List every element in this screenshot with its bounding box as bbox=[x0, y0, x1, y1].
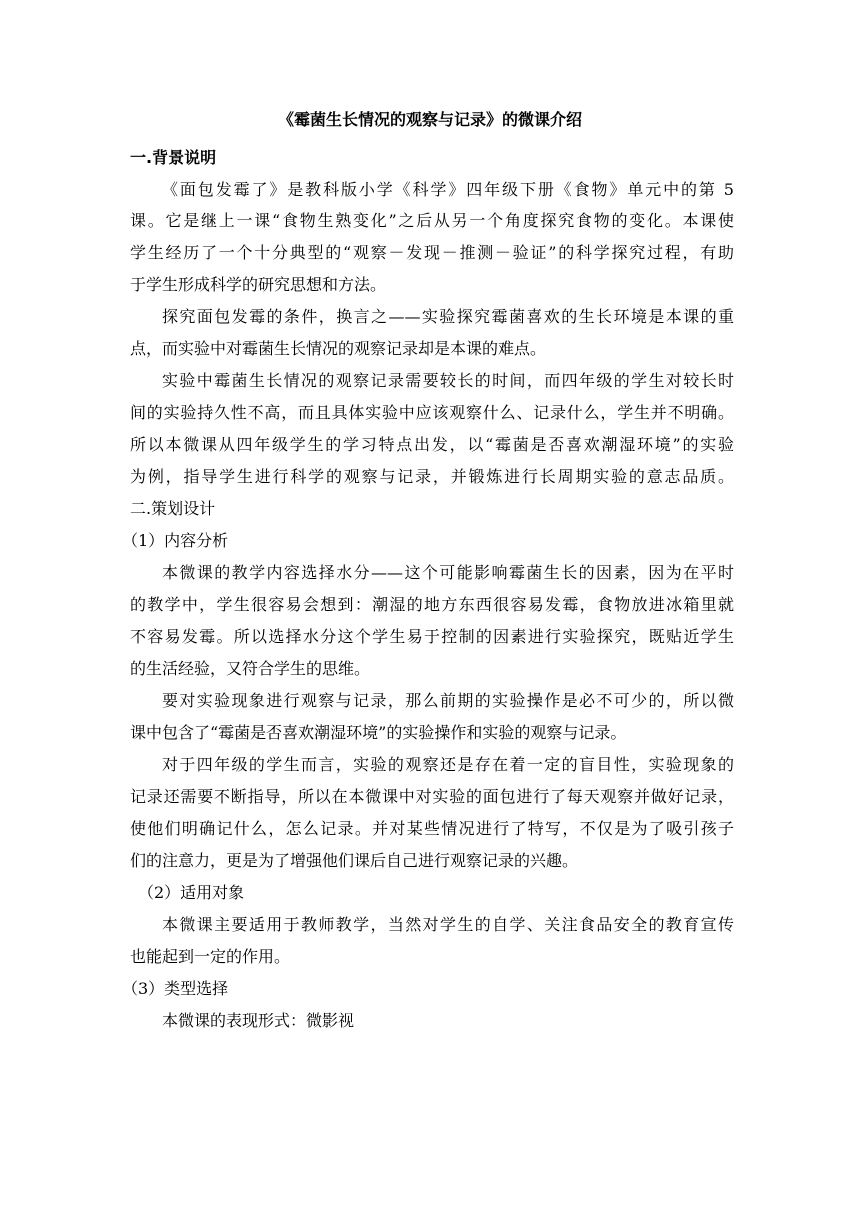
paragraph-line: 为例，指导学生进行科学的观察与记录，并锻炼进行长周期实验的意志品质。 bbox=[130, 467, 734, 486]
paragraph-line: 《面包发霉了》是教科版小学《科学》四年级下册《食物》单元中的第 5 bbox=[162, 180, 734, 199]
paragraph-line: 的教学中，学生很容易会想到：潮湿的地方东西很容易发霉，食物放进冰箱里就 bbox=[130, 595, 734, 614]
paragraph-line: 探究面包发霉的条件，换言之——实验探究霉菌喜欢的生长环境是本课的重 bbox=[162, 307, 734, 326]
paragraph-line: 间的实验持久性不高，而且具体实验中应该观察什么、记录什么，学生并不明确。 bbox=[130, 403, 734, 422]
subsection-heading-target-audience: （2）适用对象 bbox=[138, 883, 245, 902]
paragraph-line: 的生活经验，又符合学生的思维。 bbox=[130, 659, 371, 678]
paragraph-line: 也能起到一定的作用。 bbox=[130, 947, 291, 966]
paragraph-line: 们的注意力，更是为了增强他们课后自己进行观察记录的兴趣。 bbox=[130, 851, 579, 870]
paragraph-line: 对于四年级的学生而言，实验的观察还是存在着一定的盲目性，实验现象的 bbox=[162, 755, 734, 774]
paragraph-line: 点，而实验中对霉菌生长情况的观察记录却是本课的难点。 bbox=[130, 339, 547, 358]
section-heading-background: 一.背景说明 bbox=[130, 148, 217, 167]
paragraph-line: 所以本微课从四年级学生的学习特点出发，以“霉菌是否喜欢潮湿环境”的实验 bbox=[130, 435, 734, 454]
paragraph-line: 于学生形成科学的研究思想和方法。 bbox=[130, 275, 387, 294]
paragraph-line: 本微课主要适用于教师教学，当然对学生的自学、关注食品安全的教育宣传 bbox=[162, 915, 734, 934]
paragraph-line: 本微课的教学内容选择水分——这个可能影响霉菌生长的因素，因为在平时 bbox=[162, 563, 734, 582]
paragraph-line: 本微课的表现形式：微影视 bbox=[162, 1011, 355, 1030]
paragraph-line: 实验中霉菌生长情况的观察记录需要较长的时间，而四年级的学生对较长时 bbox=[162, 371, 734, 390]
paragraph-line: 要对实验现象进行观察与记录，那么前期的实验操作是必不可少的，所以微 bbox=[162, 691, 734, 710]
paragraph-line: 课。它是继上一课“食物生熟变化”之后从另一个角度探究食物的变化。本课使 bbox=[130, 211, 734, 230]
paragraph-line: 学生经历了一个十分典型的“观察－发现－推测－验证”的科学探究过程，有助 bbox=[130, 243, 734, 262]
paragraph-line: 不容易发霉。所以选择水分这个学生易于控制的因素进行实验探究，既贴近学生 bbox=[130, 627, 734, 646]
subsection-heading-type-selection: （3）类型选择 bbox=[122, 979, 229, 998]
paragraph-line: 课中包含了“霉菌是否喜欢潮湿环境”的实验操作和实验的观察与记录。 bbox=[130, 723, 627, 742]
paragraph-line: 记录还需要不断指导，所以在本微课中对实验的面包进行了每天观察并做好记录， bbox=[130, 787, 734, 806]
section-heading-planning: 二.策划设计 bbox=[130, 499, 216, 518]
subsection-heading-content-analysis: （1）内容分析 bbox=[122, 531, 229, 550]
document-title: 《霉菌生长情况的观察与记录》的微课介绍 bbox=[277, 110, 582, 129]
paragraph-line: 使他们明确记什么，怎么记录。并对某些情况进行了特写，不仅是为了吸引孩子 bbox=[130, 819, 734, 838]
